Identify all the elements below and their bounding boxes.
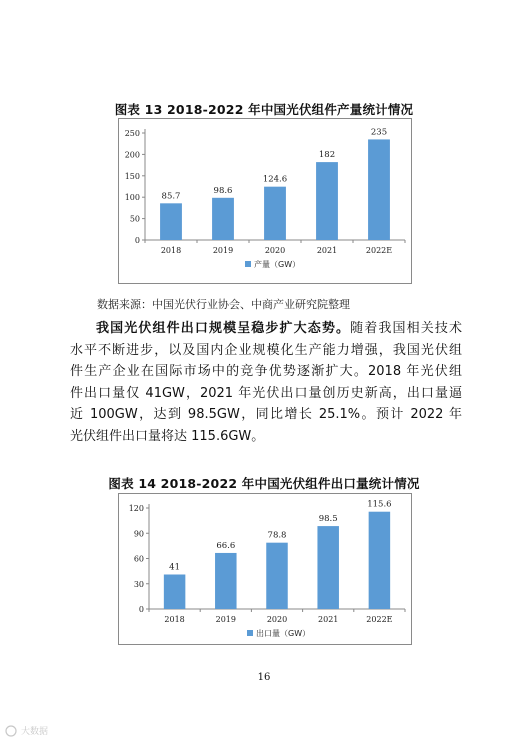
y-tick-label: 50 [129,214,140,224]
category-label: 2018 [160,246,182,255]
y-tick-label: 30 [133,579,144,589]
category-label: 2019 [212,246,234,255]
data-label: 115.6 [367,499,392,510]
legend-swatch [245,261,251,267]
paragraph-line: 水平不断进步，以及国内企业规模化生产能力增强，我国光伏组 [70,342,462,358]
y-tick-label: 60 [133,554,144,564]
category-label: 2018 [164,615,185,624]
bar-2020 [264,187,286,240]
paragraph-line: 件出口量仅 41GW，2021 年光伏出口量创历史新高，出口量逼 [70,385,462,401]
bar-2021 [316,162,338,240]
y-tick-label: 0 [134,236,140,245]
bar-2019 [215,553,237,609]
paragraph-lead: 我国光伏组件出口规模呈稳步扩大态势。 [96,321,351,336]
bar-2022E [369,512,391,609]
paragraph-line [70,318,462,340]
data-label: 235 [370,127,388,138]
watermark-text: 大数据 [21,727,49,737]
category-label: 2021 [318,615,339,624]
category-label: 2020 [264,246,286,255]
data-label: 98.6 [213,185,233,196]
data-label: 41 [169,562,181,573]
bar-2022E [368,139,390,240]
figure14-title: 图表 14 2018-2022 年中国光伏组件出口量统计情况 [108,476,420,491]
watermark [4,724,48,737]
y-tick-label: 250 [124,129,140,138]
production-bar-chart [119,119,411,283]
category-label: 2022E [365,246,393,255]
legend-label: 产量（GW） [254,260,301,269]
bar-2020 [266,543,288,609]
paragraph-line: 光伏组件出口量将达 115.6GW。 [70,428,265,444]
category-label: 2022E [366,615,393,624]
figure13-title: 图表 13 2018-2022 年中国光伏组件产量统计情况 [114,102,414,117]
data-label: 85.7 [161,191,181,202]
bar-2021 [317,526,339,609]
export-bar-chart [119,494,411,644]
data-label: 98.5 [318,514,338,525]
bar-2018 [164,574,186,609]
figure14-chart [118,493,412,645]
data-label: 124.6 [262,174,288,185]
paragraph-line-text: 随着我国相关技术 [350,321,462,336]
y-tick-label: 100 [124,193,140,203]
legend-label: 出口量（GW） [256,629,311,638]
category-label: 2020 [266,615,288,624]
legend-swatch [247,630,253,636]
y-tick-label: 150 [124,171,140,181]
page-number: 16 [257,672,271,683]
paragraph-line: 件生产企业在国际市场中的竞争优势逐渐扩大。2018 年光伏组 [70,364,462,379]
y-tick-label: 90 [133,529,144,539]
watermark-logo-icon [4,725,18,737]
category-label: 2019 [215,615,236,624]
paragraph-line: 近 100GW，达到 98.5GW，同比增长 25.1%。预计 2022 年 [70,407,462,422]
y-tick-label: 200 [124,150,140,160]
data-label: 182 [318,150,336,161]
data-label: 78.8 [267,530,287,541]
figure13-chart [118,118,412,284]
y-tick-label: 0 [138,605,144,614]
y-tick-label: 120 [128,504,144,513]
bar-2018 [160,203,182,240]
bar-2019 [212,198,234,240]
category-label: 2021 [316,246,338,255]
body-paragraph [70,318,462,447]
data-label: 66.6 [216,540,236,551]
source-note: 数据来源：中国光伏行业协会、中商产业研究院整理 [97,298,350,311]
